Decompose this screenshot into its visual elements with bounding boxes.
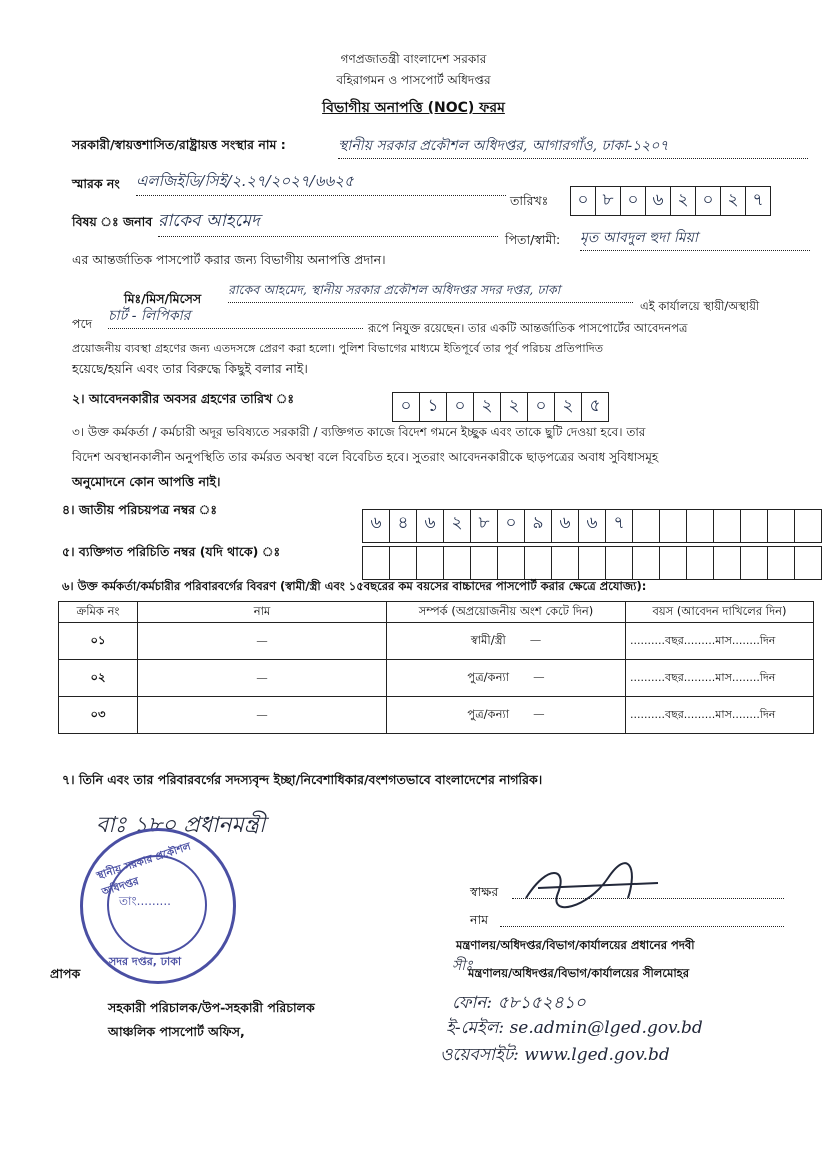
digit-box: [498, 547, 525, 579]
digit-box: [417, 547, 444, 579]
mr-value: রাকেব আহমেদ, স্থানীয় সরকার প্রকৌশল অধিদপ্তর সদর দপ্তর, ঢাকা: [228, 282, 633, 303]
digit-box: [714, 510, 741, 542]
digit-box: ২: [721, 187, 746, 215]
family-table: [58, 601, 814, 734]
digit-box: ৫: [589, 396, 601, 416]
para-line2: প্রয়োজনীয় ব্যবস্থা গ্রহণের জন্য এতদসঙ্গে প্রেরণ করা হলো। পুলিশ বিভাগের মাধ্যমে ইতিপূর্বে তার পূর্ব পরিচয় প্রতিপাদিত: [72, 342, 604, 355]
digit-box: [606, 547, 633, 579]
digit-box: ০: [447, 393, 474, 421]
nid-boxes: [362, 509, 822, 543]
s3-line3: অনুমোদনে কোন আপত্তি নাই।: [72, 474, 221, 489]
org-value: স্থানীয় সরকার প্রকৌশল অধিদপ্তর, আগারগাঁও, ঢাকা-১২০৭: [338, 134, 808, 159]
digit-box: [741, 547, 768, 579]
cell-age: ..........বছর.........মাস........দিন: [626, 660, 814, 697]
digit-box: ৬: [417, 510, 444, 542]
recipient-label: প্রাপক: [50, 966, 81, 981]
s7-label: ৭। তিনি এবং তার পরিবারবর্গের সদস্যবৃন্দ ইচ্ছা/নিবেশাধিকার/বংশগতভাবে বাংলাদেশের নাগরিক।: [62, 772, 543, 787]
digit-box: ৬: [363, 510, 390, 542]
digit-box: [633, 547, 660, 579]
post-value: চার্ট - লিপিকার: [108, 304, 363, 329]
digit-box: ০: [621, 187, 646, 215]
digit-box: [768, 510, 795, 542]
memo-value: এলজিইডি/সিই/২.২৭/২০২৭/৬৬২৫: [136, 170, 506, 196]
s5-label: ৫। ব্যক্তিগত পরিচিতি নম্বর (যদি থাকে) ঃ: [62, 544, 281, 559]
digit-box: [687, 510, 714, 542]
digit-box: [687, 547, 714, 579]
header-line1: গণপ্রজাতন্ত্রী বাংলাদেশ সরকার: [340, 52, 487, 66]
form-title: বিভাগীয় অনাপত্তি (NOC) ফরম: [322, 100, 505, 116]
seal-prefix: সীঃ: [452, 958, 473, 974]
s6-label: ৬। উক্ত কর্মকর্তা/কর্মচারীর পরিবারবর্গের বিবরণ (স্বামী/স্ত্রী এবং ১৫বছরের কম বয়সের বাচ্চাদের পাসপোর্ট করার ক্ষেত্রে প্রযোজ্য):: [62, 579, 647, 593]
header-line2: বহিরাগমন ও পাসপোর্ট অধিদপ্তর: [336, 73, 491, 87]
digit-box: ৬: [552, 510, 579, 542]
sign-label: স্বাক্ষর: [470, 884, 499, 899]
para-line3: হয়েছে/হয়নি এবং তার বিরুদ্ধে কিছুই বলার নাই।: [72, 361, 308, 376]
col-serial: ক্রমিক নং: [59, 602, 138, 623]
table-row: [59, 660, 814, 697]
cell-relation: স্বামী/স্ত্রী —: [387, 623, 626, 660]
date-label: তারিখঃ: [510, 193, 549, 208]
date-boxes: [570, 186, 771, 216]
post-label: পদে: [72, 316, 93, 331]
stamp-date-line: তাং.........: [119, 894, 171, 908]
cell-serial: ০৩: [59, 697, 138, 734]
digit-box: [471, 547, 498, 579]
digit-box: [633, 510, 660, 542]
digit-box: [795, 547, 821, 579]
digit-box: ০: [571, 187, 596, 215]
s4-label: ৪। জাতীয় পরিচয়পত্র নম্বর ঃ: [62, 502, 218, 517]
subject-label: বিষয় ঃ জনাব: [72, 214, 153, 229]
digit-box: ২: [474, 393, 501, 421]
recipient-line2: আঞ্চলিক পাসপোর্ট অফিস,: [108, 1024, 245, 1039]
mr-suffix: এই কার্যালয়ে স্থায়ী/অস্থায়ী: [640, 299, 760, 313]
digit-box: ০: [498, 510, 525, 542]
name-label: নাম: [470, 912, 489, 927]
digit-box: ৯: [525, 510, 552, 542]
handwritten-website: ওয়েবসাইট: www.lged.gov.bd: [440, 1045, 670, 1065]
s3-line1: ৩। উক্ত কর্মকর্তা / কর্মচারী অদূর ভবিষ্যতে সরকারী / ব্যক্তিগত কাজে বিদেশ গমনে ইচ্ছুক এবং তাকে ছুটি দেওয়া হবে। তার: [72, 425, 646, 439]
cell-name: —: [138, 697, 387, 734]
post-suffix: রূপে নিযুক্ত রয়েছেন। তার একটি আন্তর্জাতিক পাসপোর্টের আবেদনপত্র: [368, 321, 688, 335]
cell-age: ..........বছর.........মাস........দিন: [626, 697, 814, 734]
name-line: [500, 926, 784, 927]
stamp-bottom-text: সদর দপ্তর, ঢাকা: [109, 955, 182, 968]
digit-box: ৬: [579, 510, 606, 542]
table-row: [59, 697, 814, 734]
subject-value: রাকেব আহমেদ: [158, 208, 498, 237]
digit-box: [579, 547, 606, 579]
s2-label: ২। আবেদনকারীর অবসর গ্রহণের তারিখ ঃ: [72, 391, 295, 406]
digit-box: [795, 510, 821, 542]
cell-serial: ০১: [59, 623, 138, 660]
cell-name: —: [138, 660, 387, 697]
retirement-date-boxes: [392, 392, 609, 422]
handwritten-email: ই-মেইল: se.admin@lged.gov.bd: [446, 1018, 703, 1038]
digit-box: [525, 547, 552, 579]
digit-box: ৪: [390, 510, 417, 542]
mr-label: মিঃ/মিস/মিসেস: [124, 291, 202, 306]
handwritten-phone: ফোন: ৫৮১৫২৪১০: [452, 993, 586, 1013]
digit-box: [741, 510, 768, 542]
digit-box: ৬: [646, 187, 671, 215]
digit-box: ২: [444, 510, 471, 542]
pid-boxes: [362, 546, 822, 580]
cell-age: ..........বছর.........মাস........দিন: [626, 623, 814, 660]
digit-box: ০: [393, 393, 420, 421]
recipient-line1: সহকারী পরিচালক/উপ-সহকারী পরিচালক: [108, 1000, 315, 1015]
digit-box: ০: [696, 187, 721, 215]
stamp-ring-text: স্থানীয় সরকার প্রকৌশল অধিদপ্তর: [95, 840, 193, 899]
handwritten-note: বাঃ ১৮০ প্রধানমন্ত্রী: [96, 813, 266, 838]
signature-scribble: [518, 858, 668, 916]
digit-box: [390, 547, 417, 579]
digit-box: ৭: [752, 190, 764, 210]
digit-box: ৮: [471, 510, 498, 542]
digit-box: [768, 547, 795, 579]
cell-relation: পুত্র/কন্যা —: [387, 697, 626, 734]
s3-line2: বিদেশ অবস্থানকালীন অনুপস্থিতি তার কর্মরত অবস্থা বলে বিবেচিত হবে। সুতরাং আবেদনকারীকে ছাড়পত্রের অবাধ সুবিধাসমূহ: [72, 450, 659, 464]
col-name: নাম: [138, 602, 387, 623]
digit-box: [660, 547, 687, 579]
org-label: সরকারী/স্বায়ত্তশাসিত/রাষ্ট্রায়ত্ত সংস্থার নাম :: [72, 137, 286, 152]
cell-relation: পুত্র/কন্যা —: [387, 660, 626, 697]
digit-box: [444, 547, 471, 579]
digit-box: ২: [671, 187, 696, 215]
designation-line: মন্ত্রণালয়/অধিদপ্তর/বিভাগ/কার্যালয়ের প্রধানের পদবী: [456, 938, 695, 952]
father-value: মৃত আবদুল হুদা মিয়া: [580, 226, 810, 251]
subject-line2: এর আন্তর্জাতিক পাসপোর্ট করার জন্য বিভাগীয় অনাপত্তি প্রদান।: [72, 252, 386, 267]
digit-box: ১: [420, 393, 447, 421]
digit-box: [363, 547, 390, 579]
digit-box: ৭: [606, 510, 633, 542]
digit-box: ২: [555, 393, 582, 421]
col-relation: সম্পর্ক (অপ্রয়োজনীয় অংশ কেটে দিন): [387, 602, 626, 623]
digit-box: ৮: [596, 187, 621, 215]
cell-name: —: [138, 623, 387, 660]
digit-box: [714, 547, 741, 579]
official-stamp: [80, 828, 236, 984]
father-label: পিতা/স্বামী:: [505, 232, 561, 247]
digit-box: ০: [528, 393, 555, 421]
digit-box: [552, 547, 579, 579]
table-row: [59, 623, 814, 660]
seal-line: মন্ত্রণালয়/অধিদপ্তর/বিভাগ/কার্যালয়ের সীলমোহর: [468, 966, 690, 980]
digit-box: [660, 510, 687, 542]
table-header-row: [59, 602, 814, 623]
digit-box: ২: [501, 393, 528, 421]
memo-label: স্মারক নং: [72, 176, 120, 191]
col-age: বয়স (আবেদন দাখিলের দিন): [626, 602, 814, 623]
cell-serial: ০২: [59, 660, 138, 697]
